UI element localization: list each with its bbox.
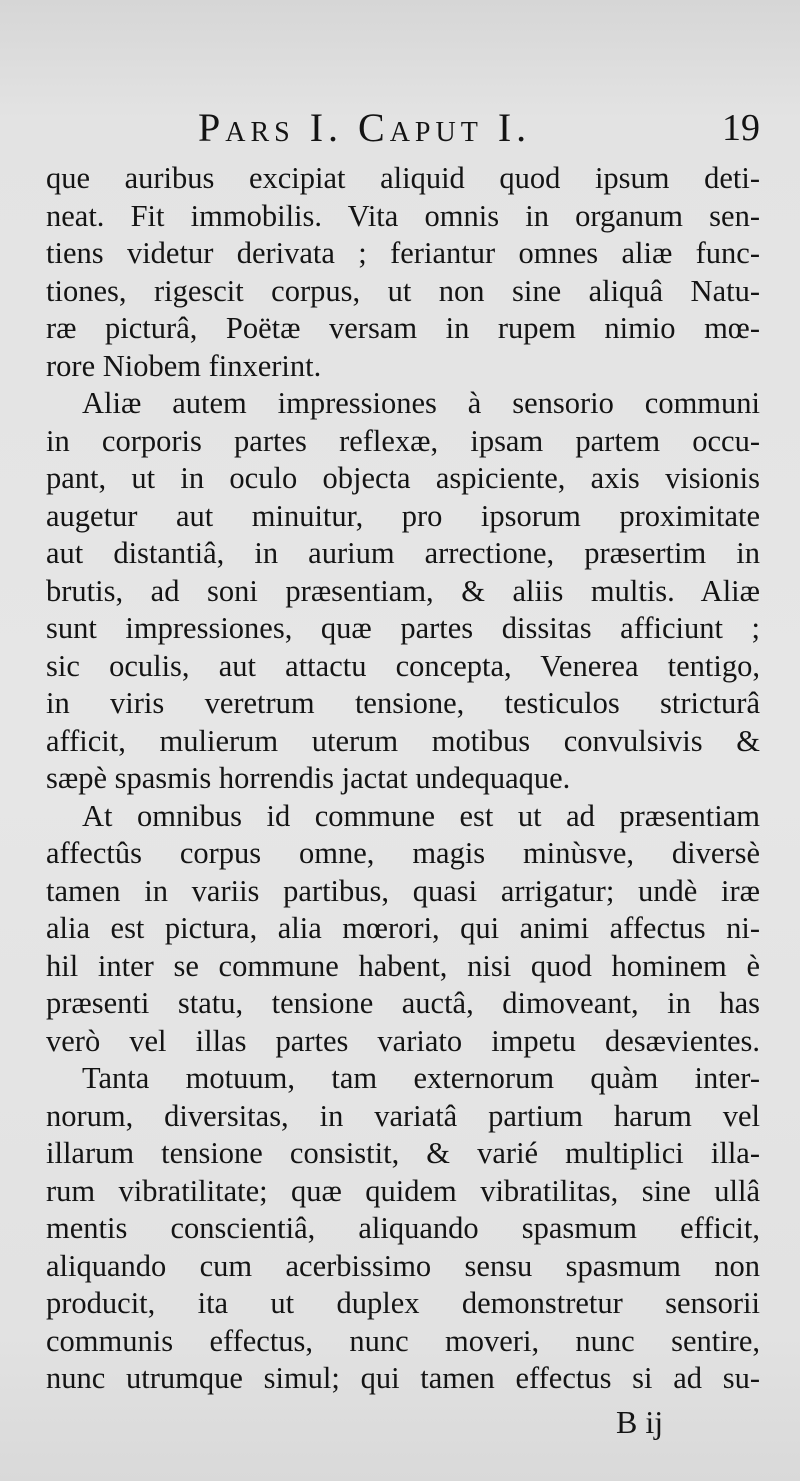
text-line: sunt impressiones, quæ partes dissitas afficiunt ; (46, 611, 760, 645)
text-line: hil inter se commune habent, nisi quod hominem è (46, 948, 760, 983)
text-line: augetur aut minuitur, pro ipsorum proximitate (46, 498, 760, 533)
running-head (0, 104, 800, 150)
text-line: producit, ita ut duplex demonstretur sensorii (46, 1286, 760, 1320)
text-line: neat. Fit immobilis. Vita omnis in organum sen- (46, 198, 760, 233)
text-line: pant, ut in oculo objecta aspiciente, axis visionis (46, 461, 760, 495)
text-line: nunc utrumque simul; qui tamen effectus si ad su- (46, 1361, 760, 1395)
text-line: affectûs corpus omne, magis minùsve, diversè (46, 836, 760, 870)
text-line: in corporis partes reflexæ, ipsam partem occu- (46, 423, 760, 458)
text-line: tiens videtur derivata ; feriantur omnes aliæ func- (46, 236, 760, 270)
text-line: rore Niobem finxerint. (46, 348, 322, 383)
running-title: Pars I. Caput I. (198, 105, 532, 150)
text-line: præsenti statu, tensione auctâ, dimoveant, in has (46, 986, 760, 1020)
text-line: sæpè spasmis horrendis jactat undequaque. (46, 761, 571, 795)
text-line: in viris veretrum tensione, testiculos stricturâ (46, 686, 760, 720)
text-line: brutis, ad soni præsentiam, & aliis multis. Aliæ (46, 573, 760, 608)
text-line: verò vel illas partes variato impetu desævientes. (46, 1023, 760, 1058)
text-line: aut distantiâ, in aurium arrectione, præsertim in (46, 536, 760, 570)
body-text (46, 160, 760, 1398)
paragraph-start-line: At omnibus id commune est ut ad præsentiam (82, 798, 760, 833)
text-line: illarum tensione consistit, & varié multiplici illa- (46, 1136, 760, 1170)
text-line: que auribus excipiat aliquid quod ipsum deti- (46, 161, 760, 195)
text-line: norum, diversitas, in variatâ partium harum vel (46, 1098, 760, 1133)
signature-mark: B ij (616, 1404, 664, 1440)
text-line: afficit, mulierum uterum motibus convulsivis & (46, 723, 760, 758)
paragraph-start-line: Tanta motuum, tam externorum quàm inter- (82, 1061, 760, 1095)
paragraph-start-line: Aliæ autem impressiones à sensorio communi (82, 386, 760, 420)
text-line: alia est pictura, alia mœrori, qui animi affectus ni- (46, 911, 760, 945)
text-line: communis effectus, nunc moveri, nunc sentire, (46, 1323, 760, 1358)
text-line: tamen in variis partibus, quasi arrigatur; undè iræ (46, 873, 760, 908)
text-line: mentis conscientiâ, aliquando spasmum efficit, (46, 1211, 760, 1245)
text-line: rum vibratilitate; quæ quidem vibratilitas, sine ullâ (46, 1173, 760, 1208)
text-line: ræ picturâ, Poëtæ versam in rupem nimio mœ- (46, 311, 760, 345)
text-line: aliquando cum acerbissimo sensu spasmum non (46, 1248, 760, 1283)
page-number: 19 (722, 107, 760, 149)
text-line: tiones, rigescit corpus, ut non sine aliquâ Natu- (46, 273, 760, 308)
text-line: sic oculis, aut attactu concepta, Venerea tentigo, (46, 648, 760, 683)
